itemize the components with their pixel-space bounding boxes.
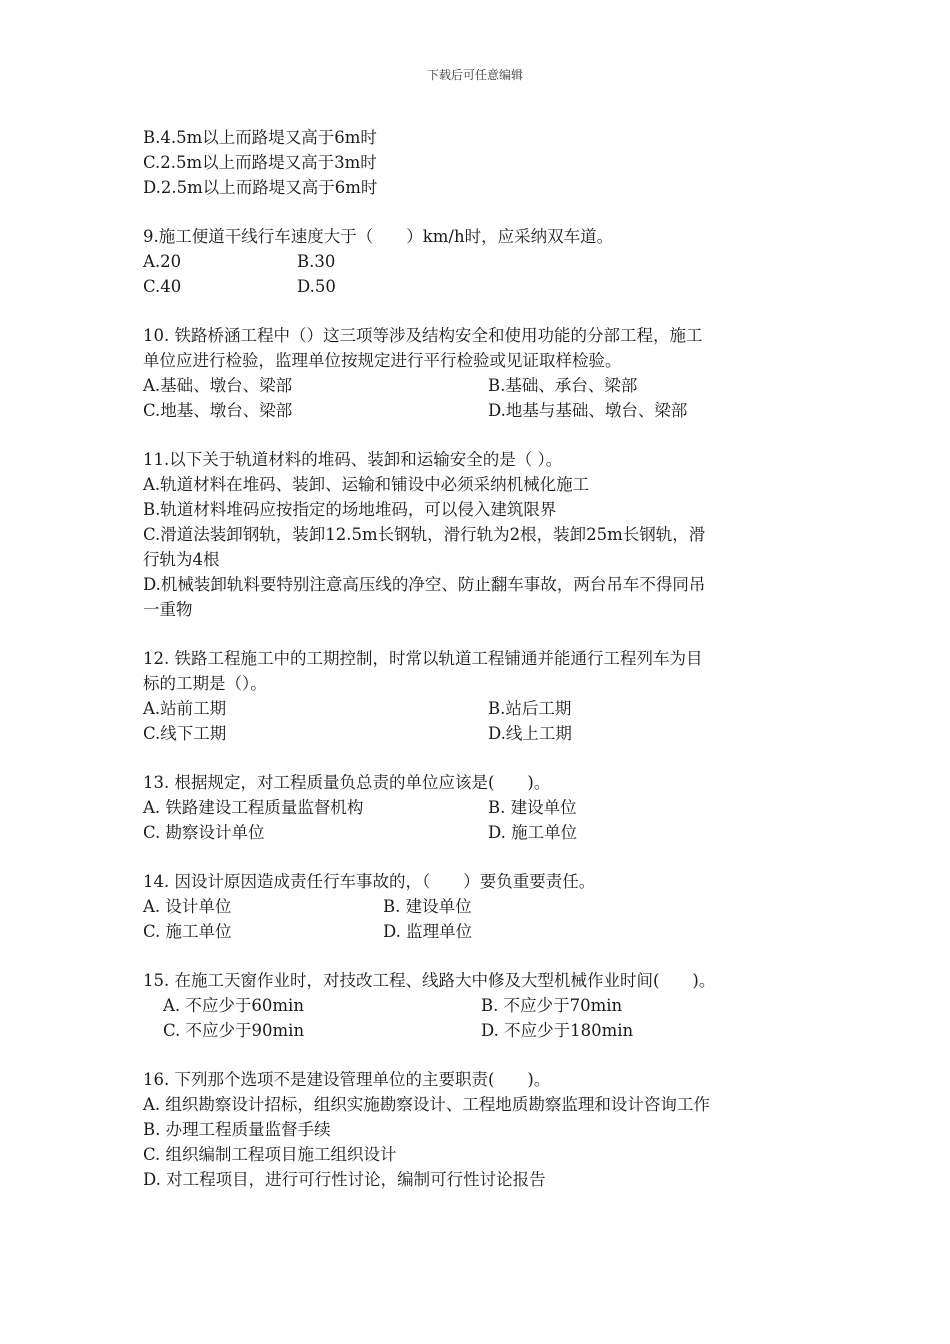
q13-option-c: C. 勘察设计单位 <box>143 823 265 842</box>
q9-option-a: A.20 <box>143 252 182 271</box>
q10-option-d: D.地基与基础、墩台、梁部 <box>488 401 688 420</box>
page-header: 下载后可任意编辑 <box>426 68 523 82</box>
question-10 <box>143 323 808 423</box>
q10-option-a: A.基础、墩台、梁部 <box>143 376 293 395</box>
q14-option-c: C. 施工单位 <box>143 922 232 941</box>
q12-options-row-1 <box>143 696 808 721</box>
question-15 <box>143 968 808 1043</box>
q13-options-row-1 <box>143 795 808 820</box>
q16-stem: 16. 下列那个选项不是建设管理单位的主要职责( )。 <box>143 1070 551 1089</box>
q9-stem: 9.施工便道干线行车速度大于（ ）km/h时，应采纳双车道。 <box>143 227 614 246</box>
q10-options-row-1 <box>143 373 808 398</box>
q9-option-d: D.50 <box>297 277 336 296</box>
q12-option-d: D.线上工期 <box>488 724 572 743</box>
q15-options-row-1 <box>143 993 808 1018</box>
question-16 <box>143 1067 808 1192</box>
q13-options-row-2 <box>143 820 808 845</box>
q14-options-row-1 <box>143 894 808 919</box>
q12-stem-line-2: 标的工期是（）。 <box>143 674 267 693</box>
q16-option-b: B. 办理工程质量监督手续 <box>143 1120 331 1139</box>
question-14 <box>143 869 808 944</box>
q8-option-d: D.2.5m以上而路堤又高于6m时 <box>143 178 378 197</box>
q11-stem: 11.以下关于轨道材料的堆码、装卸和运输安全的是（ ）。 <box>143 450 563 469</box>
q14-option-a: A. 设计单位 <box>143 897 232 916</box>
q10-stem-line-1: 10. 铁路桥涵工程中（）这三项等涉及结构安全和使用功能的分部工程，施工 <box>143 326 703 345</box>
document-body <box>143 125 808 1216</box>
q15-option-b: B. 不应少于70min <box>481 996 623 1015</box>
q9-option-b: B.30 <box>297 252 336 271</box>
question-11 <box>143 447 808 622</box>
q11-option-c-line-1: C.滑道法装卸钢轨，装卸12.5m长钢轨，滑行轨为2根，装卸25m长钢轨，滑 <box>143 525 706 544</box>
question-13 <box>143 770 808 845</box>
q9-option-c: C.40 <box>143 277 182 296</box>
q9-options-row-2 <box>143 274 808 299</box>
q12-options-row-2 <box>143 721 808 746</box>
q14-stem: 14. 因设计原因造成责任行车事故的，（ ）要负重要责任。 <box>143 872 596 891</box>
q14-options-row-2 <box>143 919 808 944</box>
q15-option-c: C. 不应少于90min <box>163 1021 305 1040</box>
question-12 <box>143 646 808 746</box>
q8-option-b: B.4.5m以上而路堤又高于6m时 <box>143 128 377 147</box>
q16-option-d: D. 对工程项目，进行可行性讨论，编制可行性讨论报告 <box>143 1170 546 1189</box>
q16-option-a: A. 组织勘察设计招标，组织实施勘察设计、工程地质勘察监理和设计咨询工作 <box>143 1095 710 1114</box>
q16-option-c: C. 组织编制工程项目施工组织设计 <box>143 1145 397 1164</box>
q11-option-a: A.轨道材料在堆码、装卸、运输和铺设中必须采纳机械化施工 <box>143 475 590 494</box>
question-8-options <box>143 125 808 200</box>
q13-stem: 13. 根据规定，对工程质量负总责的单位应该是( )。 <box>143 773 551 792</box>
q11-option-c-line-2: 行轨为4根 <box>143 550 220 569</box>
q10-option-c: C.地基、墩台、梁部 <box>143 401 293 420</box>
q15-options-row-2 <box>143 1018 808 1043</box>
q10-options-row-2 <box>143 398 808 423</box>
q14-option-d: D. 监理单位 <box>383 922 473 941</box>
q15-stem: 15. 在施工天窗作业时，对技改工程、线路大中修及大型机械作业时间( )。 <box>143 971 716 990</box>
q10-stem-line-2: 单位应进行检验，监理单位按规定进行平行检验或见证取样检验。 <box>143 351 622 370</box>
q13-option-b: B. 建设单位 <box>488 798 577 817</box>
q12-option-c: C.线下工期 <box>143 724 227 743</box>
q9-options-row-1 <box>143 249 808 274</box>
q11-option-b: B.轨道材料堆码应按指定的场地堆码，可以侵入建筑限界 <box>143 500 557 519</box>
q8-option-c: C.2.5m以上而路堤又高于3m时 <box>143 153 377 172</box>
q10-option-b: B.基础、承台、梁部 <box>488 376 638 395</box>
question-9 <box>143 224 808 299</box>
q11-option-d-line-1: D.机械装卸轨料要特别注意高压线的净空、防止翻车事故，两台吊车不得同吊 <box>143 575 706 594</box>
q13-option-a: A. 铁路建设工程质量监督机构 <box>143 798 364 817</box>
q13-option-d: D. 施工单位 <box>488 823 578 842</box>
q14-option-b: B. 建设单位 <box>383 897 472 916</box>
q12-option-a: A.站前工期 <box>143 699 227 718</box>
q12-stem-line-1: 12. 铁路工程施工中的工期控制，时常以轨道工程铺通并能通行工程列车为目 <box>143 649 703 668</box>
q12-option-b: B.站后工期 <box>488 699 572 718</box>
q15-option-d: D. 不应少于180min <box>481 1021 634 1040</box>
q11-option-d-line-2: 一重物 <box>143 600 193 619</box>
q15-option-a: A. 不应少于60min <box>163 996 304 1015</box>
